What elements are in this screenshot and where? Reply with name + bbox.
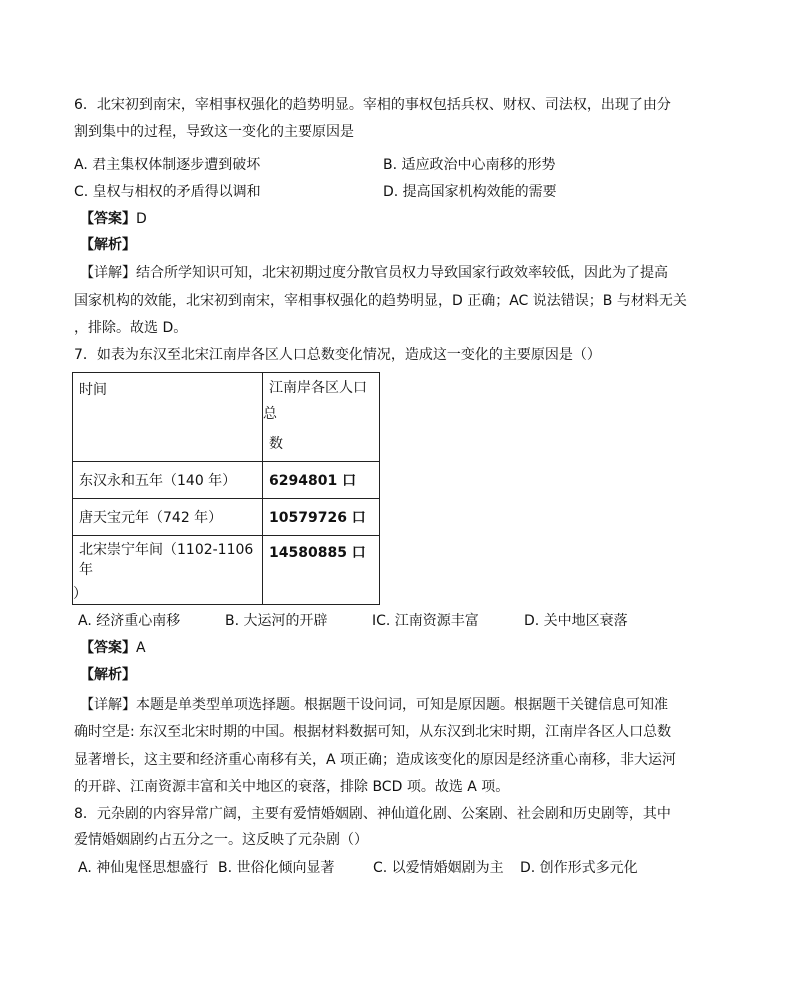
q6-option-d: D. 提高国家机构效能的需要 [383,184,557,200]
table-cell-time [73,536,263,605]
q7-detail-line3: 显著增长，这主要和经济重心南移有关，A 项正确；造成该变化的原因是经济重心南移，非大运河 [74,752,677,768]
table-header-row [73,373,380,462]
q7-answer-label: 【答案】 [80,640,136,656]
table-cell-population-value: 14580885 口 [269,545,366,561]
q6-stem-line1: 6．北宋初到南宋，宰相事权强化的趋势明显。宰相的事权包括兵权、财权、司法权，出现了由分 [74,97,671,113]
q6-analysis-label: 【解析】 [80,237,136,253]
q6-option-c: C. 皇权与相权的矛盾得以调和 [74,184,261,200]
q7-detail-line2: 确时空是: 东汉至北宋时期的中国。根据材料数据可知，从东汉到北宋时期，江南岸各区人口总数 [74,724,672,740]
q8-option-b: B. 世俗化倾向显著 [218,860,335,876]
q6-detail-line1: 【详解】结合所学知识可知，北宋初期过度分散官员权力导致国家行政效率较低，因此为了提高 [80,265,668,281]
q7-analysis-label: 【解析】 [80,667,136,683]
table-header-time [73,373,263,462]
q7-stem: 7．如表为东汉至北宋江南岸各区人口总数变化情况，造成这一变化的主要原因是（） [74,347,601,363]
q7-option-c: IC. 江南资源丰富 [372,613,479,629]
header-population-line3: 数 [269,436,283,452]
table-header-time-label: 时间 [79,382,107,398]
table-cell-population: 6294801 口 [263,462,380,499]
table-header-population-label [263,373,379,457]
table-row [73,499,380,536]
table-header-population [263,373,380,462]
table-row [73,462,380,499]
q8-option-c: C. 以爱情婚姻剧为主 [373,860,504,876]
q7-answer-value: A [136,640,146,656]
q6-detail-line2: 国家机构的效能，北宋初到南宋，宰相事权强化的趋势明显，D 正确；AC 说法错误；B 与材料无关 [74,293,687,309]
q8-stem-line2: 爱情婚姻剧约占五分之一。这反映了元杂剧（） [74,832,368,848]
population-table [72,372,380,605]
q7-answer [80,638,146,658]
table-cell-time: 东汉永和五年（140 年） [73,462,263,499]
table-cell-population [263,536,380,605]
table-cell-time-line1: 北宋崇宁年间（1102-1106 年 [79,542,254,578]
q7-option-a: A. 经济重心南移 [78,613,181,629]
q8-option-d: D. 创作形式多元化 [520,860,638,876]
q7-detail-line1: 【详解】本题是单类型单项选择题。根据题干设问词，可知是原因题。根据题干关键信息可知准 [80,697,668,713]
table-cell-population: 10579726 口 [263,499,380,536]
q6-answer-value: D [136,211,147,227]
q8-option-a: A. 神仙鬼怪思想盛行 [78,860,209,876]
q7-option-b: B. 大运河的开辟 [225,613,328,629]
q7-option-d: D. 关中地区衰落 [524,613,628,629]
header-population-line1: 江南岸各区人口 [269,380,367,396]
table-row [73,536,380,605]
table-cell-time: 唐天宝元年（742 年） [73,499,263,536]
q6-option-b: B. 适应政治中心南移的形势 [383,157,556,173]
q6-detail-line3: ，排除。故选 D。 [74,320,188,336]
q7-detail-line4: 的开辟、江南资源丰富和关中地区的衰落，排除 BCD 项。故选 A 项。 [74,779,510,795]
header-population-line2: 总 [263,406,277,422]
table-cell-time-line2: ） [73,586,87,602]
q6-stem-line2: 割到集中的过程，导致这一变化的主要原因是 [74,124,354,140]
q6-answer-label: 【答案】 [80,211,136,227]
q6-answer [80,209,147,229]
q8-stem-line1: 8．元杂剧的内容异常广阔，主要有爱情婚姻剧、神仙道化剧、公案剧、社会剧和历史剧等，其中 [74,806,671,822]
q6-option-a: A. 君主集权体制逐步遭到破坏 [74,157,261,173]
